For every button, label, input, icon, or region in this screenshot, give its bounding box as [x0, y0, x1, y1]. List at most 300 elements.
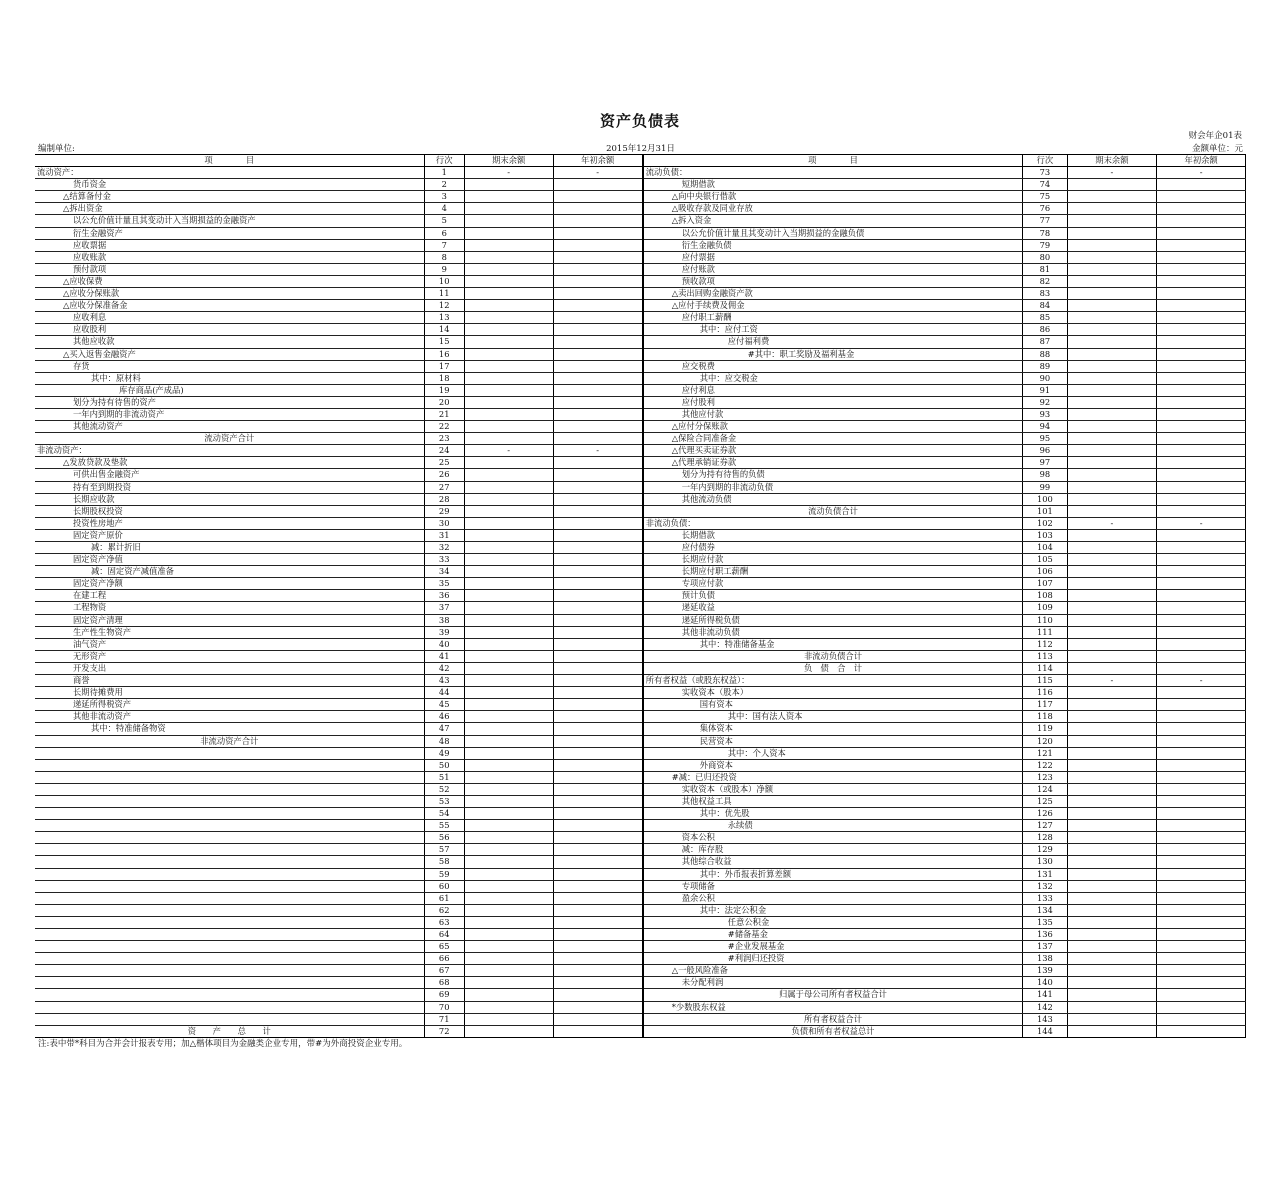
left-item-label: 固定资产净值 — [35, 554, 424, 566]
header-item-right: 项 目 — [643, 155, 1023, 167]
right-row-number: 104 — [1023, 542, 1067, 554]
left-item-label: 减：固定资产减值准备 — [35, 566, 424, 578]
right-row-number: 99 — [1023, 481, 1067, 493]
left-begin-balance — [553, 493, 643, 505]
right-begin-balance — [1157, 880, 1246, 892]
right-item-label: 其他权益工具 — [643, 795, 1023, 807]
right-begin-balance — [1157, 457, 1246, 469]
left-row-number: 59 — [424, 868, 464, 880]
right-item-label: 其中：优先股 — [643, 808, 1023, 820]
left-row-number: 50 — [424, 759, 464, 771]
left-row-number: 71 — [424, 1013, 464, 1025]
left-item-label — [35, 759, 424, 771]
right-begin-balance: - — [1157, 675, 1246, 687]
left-item-label — [35, 820, 424, 832]
right-end-balance — [1067, 977, 1157, 989]
table-row — [35, 348, 1246, 360]
left-row-number: 40 — [424, 638, 464, 650]
left-end-balance — [464, 941, 553, 953]
right-begin-balance — [1157, 735, 1246, 747]
left-begin-balance — [553, 723, 643, 735]
table-row — [35, 904, 1246, 916]
left-row-number: 34 — [424, 566, 464, 578]
left-begin-balance — [553, 880, 643, 892]
left-item-label — [35, 832, 424, 844]
left-item-label — [35, 868, 424, 880]
table-row — [35, 965, 1246, 977]
left-begin-balance — [553, 348, 643, 360]
right-begin-balance — [1157, 408, 1246, 420]
table-row — [35, 795, 1246, 807]
right-item-label: 其中：国有法人资本 — [643, 711, 1023, 723]
left-end-balance — [464, 747, 553, 759]
right-item-label: 非流动负债合计 — [643, 650, 1023, 662]
left-item-label: 应收股利 — [35, 324, 424, 336]
right-begin-balance — [1157, 723, 1246, 735]
left-row-number: 19 — [424, 384, 464, 396]
left-item-label: 递延所得税资产 — [35, 699, 424, 711]
left-row-number: 31 — [424, 529, 464, 541]
right-end-balance — [1067, 783, 1157, 795]
left-end-balance — [464, 179, 553, 191]
table-row — [35, 1013, 1246, 1025]
right-begin-balance — [1157, 578, 1246, 590]
right-row-number: 126 — [1023, 808, 1067, 820]
left-end-balance — [464, 1013, 553, 1025]
right-end-balance — [1067, 808, 1157, 820]
table-row — [35, 542, 1246, 554]
left-end-balance — [464, 783, 553, 795]
left-row-number: 8 — [424, 251, 464, 263]
header-begin-left: 年初余额 — [553, 155, 643, 167]
left-end-balance — [464, 590, 553, 602]
left-begin-balance — [553, 602, 643, 614]
right-item-label: #其中：职工奖励及福利基金 — [643, 348, 1023, 360]
right-item-label: *少数股东权益 — [643, 1001, 1023, 1013]
left-row-number: 38 — [424, 614, 464, 626]
left-row-number: 23 — [424, 433, 464, 445]
table-header-row — [35, 155, 1246, 167]
left-begin-balance — [553, 844, 643, 856]
right-end-balance — [1067, 360, 1157, 372]
left-row-number: 4 — [424, 203, 464, 215]
right-begin-balance — [1157, 965, 1246, 977]
right-begin-balance — [1157, 421, 1246, 433]
right-item-label: 其中：特准储备基金 — [643, 638, 1023, 650]
left-row-number: 28 — [424, 493, 464, 505]
left-item-label: △应收保费 — [35, 275, 424, 287]
right-row-number: 98 — [1023, 469, 1067, 481]
left-end-balance — [464, 880, 553, 892]
left-begin-balance — [553, 239, 643, 251]
right-end-balance: - — [1067, 517, 1157, 529]
left-end-balance — [464, 481, 553, 493]
left-begin-balance — [553, 529, 643, 541]
left-begin-balance — [553, 832, 643, 844]
left-end-balance — [464, 832, 553, 844]
table-row — [35, 1001, 1246, 1013]
right-begin-balance — [1157, 783, 1246, 795]
right-begin-balance — [1157, 795, 1246, 807]
right-row-number: 139 — [1023, 965, 1067, 977]
left-row-number: 1 — [424, 167, 464, 179]
right-item-label: 未分配利润 — [643, 977, 1023, 989]
right-end-balance — [1067, 602, 1157, 614]
left-row-number: 67 — [424, 965, 464, 977]
right-item-label: 专项应付款 — [643, 578, 1023, 590]
right-item-label: 实收资本（股本） — [643, 687, 1023, 699]
left-row-number: 58 — [424, 856, 464, 868]
left-begin-balance — [553, 408, 643, 420]
left-row-number: 65 — [424, 941, 464, 953]
right-row-number: 111 — [1023, 626, 1067, 638]
left-end-balance — [464, 529, 553, 541]
left-end-balance — [464, 251, 553, 263]
right-item-label: #储备基金 — [643, 929, 1023, 941]
right-end-balance — [1067, 191, 1157, 203]
right-row-number: 97 — [1023, 457, 1067, 469]
right-end-balance: - — [1067, 675, 1157, 687]
left-end-balance — [464, 820, 553, 832]
right-item-label: 归属于母公司所有者权益合计 — [643, 989, 1023, 1001]
left-end-balance — [464, 542, 553, 554]
left-row-number: 54 — [424, 808, 464, 820]
left-item-label: 衍生金融资产 — [35, 227, 424, 239]
left-item-label: 应收利息 — [35, 312, 424, 324]
table-row — [35, 481, 1246, 493]
table-row — [35, 239, 1246, 251]
header-no-right: 行次 — [1023, 155, 1067, 167]
table-row — [35, 445, 1246, 457]
table-row — [35, 892, 1246, 904]
right-item-label: 所有者权益合计 — [643, 1013, 1023, 1025]
right-item-label: △拆入资金 — [643, 215, 1023, 227]
left-begin-balance — [553, 324, 643, 336]
right-end-balance — [1067, 300, 1157, 312]
left-row-number: 57 — [424, 844, 464, 856]
right-row-number: 131 — [1023, 868, 1067, 880]
right-end-balance — [1067, 433, 1157, 445]
left-row-number: 21 — [424, 408, 464, 420]
right-row-number: 106 — [1023, 566, 1067, 578]
left-end-balance — [464, 989, 553, 1001]
left-begin-balance — [553, 191, 643, 203]
left-item-label — [35, 880, 424, 892]
right-row-number: 143 — [1023, 1013, 1067, 1025]
left-item-label: 库存商品(产成品) — [35, 384, 424, 396]
left-end-balance — [464, 929, 553, 941]
right-end-balance — [1067, 275, 1157, 287]
right-end-balance — [1067, 215, 1157, 227]
right-item-label: 应付职工薪酬 — [643, 312, 1023, 324]
right-end-balance — [1067, 421, 1157, 433]
right-row-number: 128 — [1023, 832, 1067, 844]
right-row-number: 75 — [1023, 191, 1067, 203]
right-row-number: 76 — [1023, 203, 1067, 215]
right-item-label: 短期借款 — [643, 179, 1023, 191]
right-end-balance — [1067, 880, 1157, 892]
right-item-label: 减：库存股 — [643, 844, 1023, 856]
table-row — [35, 324, 1246, 336]
left-end-balance: - — [464, 445, 553, 457]
left-end-balance — [464, 662, 553, 674]
left-begin-balance — [553, 808, 643, 820]
table-row — [35, 602, 1246, 614]
right-row-number: 79 — [1023, 239, 1067, 251]
right-row-number: 89 — [1023, 360, 1067, 372]
right-begin-balance — [1157, 493, 1246, 505]
left-end-balance — [464, 687, 553, 699]
right-begin-balance — [1157, 856, 1246, 868]
right-row-number: 119 — [1023, 723, 1067, 735]
right-begin-balance — [1157, 433, 1246, 445]
left-end-balance: - — [464, 167, 553, 179]
left-item-label: 开发支出 — [35, 662, 424, 674]
right-begin-balance — [1157, 263, 1246, 275]
left-end-balance — [464, 263, 553, 275]
right-item-label: #企业发展基金 — [643, 941, 1023, 953]
left-item-label — [35, 977, 424, 989]
left-item-label — [35, 771, 424, 783]
right-item-label: △吸收存款及同业存放 — [643, 203, 1023, 215]
right-begin-balance — [1157, 662, 1246, 674]
left-begin-balance — [553, 251, 643, 263]
right-begin-balance — [1157, 445, 1246, 457]
left-begin-balance — [553, 868, 643, 880]
table-row — [35, 808, 1246, 820]
right-item-label: 应付福利费 — [643, 336, 1023, 348]
table-row — [35, 469, 1246, 481]
left-end-balance — [464, 300, 553, 312]
right-row-number: 81 — [1023, 263, 1067, 275]
left-row-number: 47 — [424, 723, 464, 735]
table-row — [35, 856, 1246, 868]
left-end-balance — [464, 916, 553, 928]
left-item-label: 长期待摊费用 — [35, 687, 424, 699]
table-row — [35, 191, 1246, 203]
right-item-label: 递延收益 — [643, 602, 1023, 614]
meta-row — [38, 142, 1243, 153]
table-row — [35, 723, 1246, 735]
left-begin-balance — [553, 1001, 643, 1013]
left-item-label: △买入返售金融资产 — [35, 348, 424, 360]
table-row — [35, 433, 1246, 445]
left-item-label: 无形资产 — [35, 650, 424, 662]
right-item-label: 流动负债合计 — [643, 505, 1023, 517]
right-item-label: 外商资本 — [643, 759, 1023, 771]
left-item-label: 以公允价值计量且其变动计入当期损益的金融资产 — [35, 215, 424, 227]
right-row-number: 88 — [1023, 348, 1067, 360]
right-end-balance — [1067, 179, 1157, 191]
right-row-number: 105 — [1023, 554, 1067, 566]
left-row-number: 69 — [424, 989, 464, 1001]
right-end-balance — [1067, 941, 1157, 953]
right-begin-balance — [1157, 300, 1246, 312]
left-end-balance — [464, 372, 553, 384]
left-row-number: 70 — [424, 1001, 464, 1013]
right-end-balance — [1067, 904, 1157, 916]
right-begin-balance — [1157, 227, 1246, 239]
left-item-label — [35, 747, 424, 759]
table-row — [35, 941, 1246, 953]
left-item-label: 投资性房地产 — [35, 517, 424, 529]
table-row — [35, 953, 1246, 965]
right-begin-balance — [1157, 481, 1246, 493]
left-item-label: 其中：特准储备物资 — [35, 723, 424, 735]
right-end-balance — [1067, 493, 1157, 505]
right-end-balance — [1067, 554, 1157, 566]
left-begin-balance — [553, 590, 643, 602]
left-item-label — [35, 844, 424, 856]
left-row-number: 53 — [424, 795, 464, 807]
left-begin-balance — [553, 505, 643, 517]
right-row-number: 101 — [1023, 505, 1067, 517]
left-begin-balance — [553, 650, 643, 662]
left-row-number: 46 — [424, 711, 464, 723]
right-item-label: 长期应付职工薪酬 — [643, 566, 1023, 578]
right-end-balance — [1067, 759, 1157, 771]
left-begin-balance — [553, 396, 643, 408]
right-end-balance — [1067, 384, 1157, 396]
left-begin-balance: - — [553, 167, 643, 179]
right-item-label: 所有者权益（或股东权益）： — [643, 675, 1023, 687]
left-item-label: 商誉 — [35, 675, 424, 687]
right-end-balance — [1067, 336, 1157, 348]
left-begin-balance — [553, 1013, 643, 1025]
right-item-label: 其他非流动负债 — [643, 626, 1023, 638]
right-item-label: 负债和所有者权益总计 — [643, 1025, 1023, 1037]
right-item-label: △卖出回购金融资产款 — [643, 288, 1023, 300]
left-begin-balance — [553, 384, 643, 396]
right-end-balance — [1067, 445, 1157, 457]
right-row-number: 123 — [1023, 771, 1067, 783]
right-item-label: 专项储备 — [643, 880, 1023, 892]
right-item-label: #减：已归还投资 — [643, 771, 1023, 783]
left-begin-balance — [553, 916, 643, 928]
left-item-label — [35, 904, 424, 916]
right-begin-balance — [1157, 820, 1246, 832]
right-row-number: 93 — [1023, 408, 1067, 420]
table-row — [35, 517, 1246, 529]
right-end-balance — [1067, 481, 1157, 493]
table-row — [35, 929, 1246, 941]
left-row-number: 7 — [424, 239, 464, 251]
left-item-label: △拆出资金 — [35, 203, 424, 215]
left-row-number: 39 — [424, 626, 464, 638]
left-item-label: 固定资产清理 — [35, 614, 424, 626]
left-begin-balance — [553, 215, 643, 227]
left-item-label: 应收票据 — [35, 239, 424, 251]
right-begin-balance — [1157, 1013, 1246, 1025]
right-begin-balance — [1157, 650, 1246, 662]
left-begin-balance — [553, 372, 643, 384]
left-row-number: 66 — [424, 953, 464, 965]
table-row — [35, 263, 1246, 275]
right-begin-balance — [1157, 1025, 1246, 1037]
left-row-number: 36 — [424, 590, 464, 602]
left-row-number: 30 — [424, 517, 464, 529]
left-row-number: 48 — [424, 735, 464, 747]
left-item-label: 资 产 总 计 — [35, 1025, 424, 1037]
left-row-number: 22 — [424, 421, 464, 433]
left-item-label: 预付款项 — [35, 263, 424, 275]
left-row-number: 64 — [424, 929, 464, 941]
left-row-number: 26 — [424, 469, 464, 481]
balance-sheet-table — [35, 154, 1246, 1038]
left-end-balance — [464, 638, 553, 650]
left-end-balance — [464, 868, 553, 880]
left-end-balance — [464, 191, 553, 203]
right-row-number: 142 — [1023, 1001, 1067, 1013]
table-row — [35, 288, 1246, 300]
footnote: 注:表中带*科目为合并会计报表专用；加△楷体项目为金融类企业专用，带#为外商投资企业专用。 — [38, 1039, 408, 1049]
left-end-balance — [464, 578, 553, 590]
left-item-label: 流动资产合计 — [35, 433, 424, 445]
left-item-label: △结算备付金 — [35, 191, 424, 203]
left-end-balance — [464, 566, 553, 578]
left-begin-balance — [553, 578, 643, 590]
right-item-label: 预收款项 — [643, 275, 1023, 287]
right-begin-balance — [1157, 929, 1246, 941]
right-row-number: 102 — [1023, 517, 1067, 529]
table-row — [35, 638, 1246, 650]
left-begin-balance — [553, 675, 643, 687]
table-row — [35, 735, 1246, 747]
table-row — [35, 832, 1246, 844]
right-end-balance — [1067, 965, 1157, 977]
left-end-balance — [464, 759, 553, 771]
right-end-balance — [1067, 638, 1157, 650]
left-row-number: 72 — [424, 1025, 464, 1037]
table-row — [35, 759, 1246, 771]
right-row-number: 117 — [1023, 699, 1067, 711]
right-row-number: 135 — [1023, 916, 1067, 928]
left-row-number: 24 — [424, 445, 464, 457]
right-end-balance — [1067, 529, 1157, 541]
right-begin-balance — [1157, 711, 1246, 723]
left-row-number: 45 — [424, 699, 464, 711]
currency-unit: 金额单位：元 — [1191, 144, 1243, 154]
right-row-number: 134 — [1023, 904, 1067, 916]
right-begin-balance — [1157, 251, 1246, 263]
left-item-label — [35, 808, 424, 820]
table-row — [35, 421, 1246, 433]
right-row-number: 114 — [1023, 662, 1067, 674]
left-begin-balance — [553, 820, 643, 832]
right-row-number: 140 — [1023, 977, 1067, 989]
right-row-number: 103 — [1023, 529, 1067, 541]
left-end-balance — [464, 275, 553, 287]
table-row — [35, 675, 1246, 687]
right-row-number: 118 — [1023, 711, 1067, 723]
left-begin-balance — [553, 977, 643, 989]
right-begin-balance — [1157, 590, 1246, 602]
left-begin-balance — [553, 941, 643, 953]
left-row-number: 13 — [424, 312, 464, 324]
right-item-label: 应付利息 — [643, 384, 1023, 396]
right-item-label: 应付账款 — [643, 263, 1023, 275]
right-item-label: 流动负债： — [643, 167, 1023, 179]
right-item-label: 应付票据 — [643, 251, 1023, 263]
table-row — [35, 408, 1246, 420]
right-row-number: 73 — [1023, 167, 1067, 179]
right-begin-balance — [1157, 215, 1246, 227]
left-end-balance — [464, 203, 553, 215]
right-end-balance — [1067, 324, 1157, 336]
table-row — [35, 203, 1246, 215]
right-end-balance — [1067, 723, 1157, 735]
left-item-label — [35, 795, 424, 807]
